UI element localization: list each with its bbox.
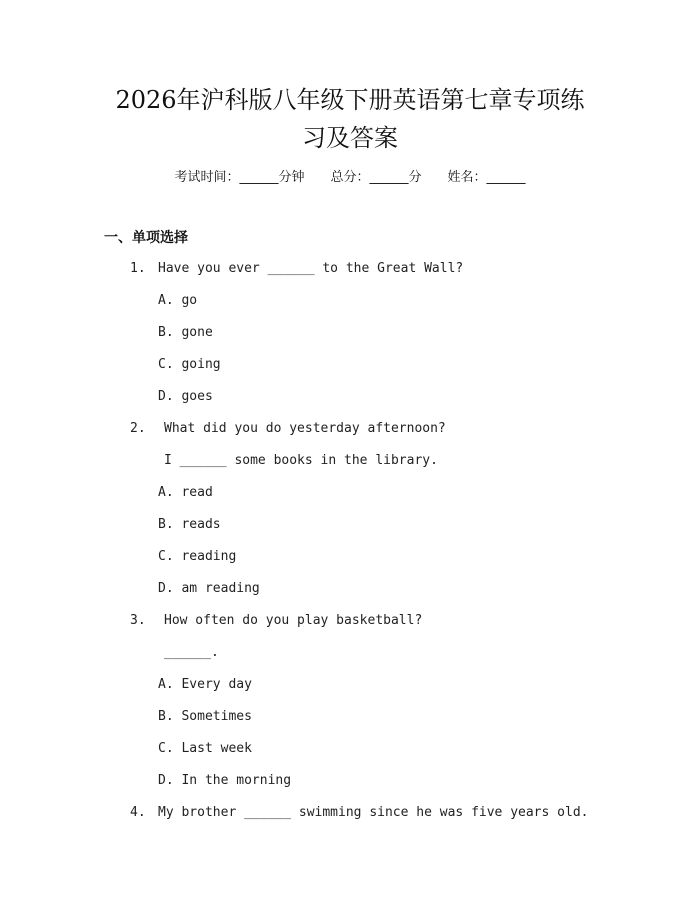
document-title-line-1: 2026年沪科版八年级下册英语第七章专项练 [115, 86, 585, 114]
question-stem: What did you do yesterday afternoon? [164, 421, 446, 436]
student-name-field: 姓名：______ [447, 170, 526, 185]
document-title-line-2: 习及答案 [302, 124, 398, 152]
answer-option: C. going [158, 357, 221, 372]
answer-option: A. read [158, 485, 213, 500]
question-stem-line-2: ______. [164, 645, 219, 660]
answer-option: A. go [158, 293, 198, 308]
question-number: 4. [130, 805, 146, 820]
answer-option: D. In the morning [158, 773, 292, 788]
question-stem: My brother ______ swimming since he was five years old. [158, 805, 589, 820]
section-heading: 一、单项选择 [104, 230, 188, 246]
answer-option: D. goes [158, 389, 213, 404]
answer-option: A. Every day [158, 677, 252, 692]
answer-option: B. reads [158, 517, 221, 532]
question-number: 1. [130, 261, 146, 276]
question-number: 3. [130, 613, 146, 628]
question-stem: Have you ever ______ to the Great Wall? [158, 261, 464, 276]
question-number: 2. [130, 421, 146, 436]
answer-option: B. Sometimes [158, 709, 252, 724]
answer-option: C. Last week [158, 741, 252, 756]
answer-option: C. reading [158, 549, 237, 564]
question-stem: How often do you play basketball? [164, 613, 423, 628]
question-stem-line-2: I ______ some books in the library. [164, 453, 438, 468]
total-score-field: 总分：______分 [330, 170, 422, 185]
answer-option: D. am reading [158, 581, 260, 596]
answer-option: B. gone [158, 325, 213, 340]
exam-meta-row [0, 168, 700, 188]
exam-time-field: 考试时间：______分钟 [174, 170, 305, 185]
